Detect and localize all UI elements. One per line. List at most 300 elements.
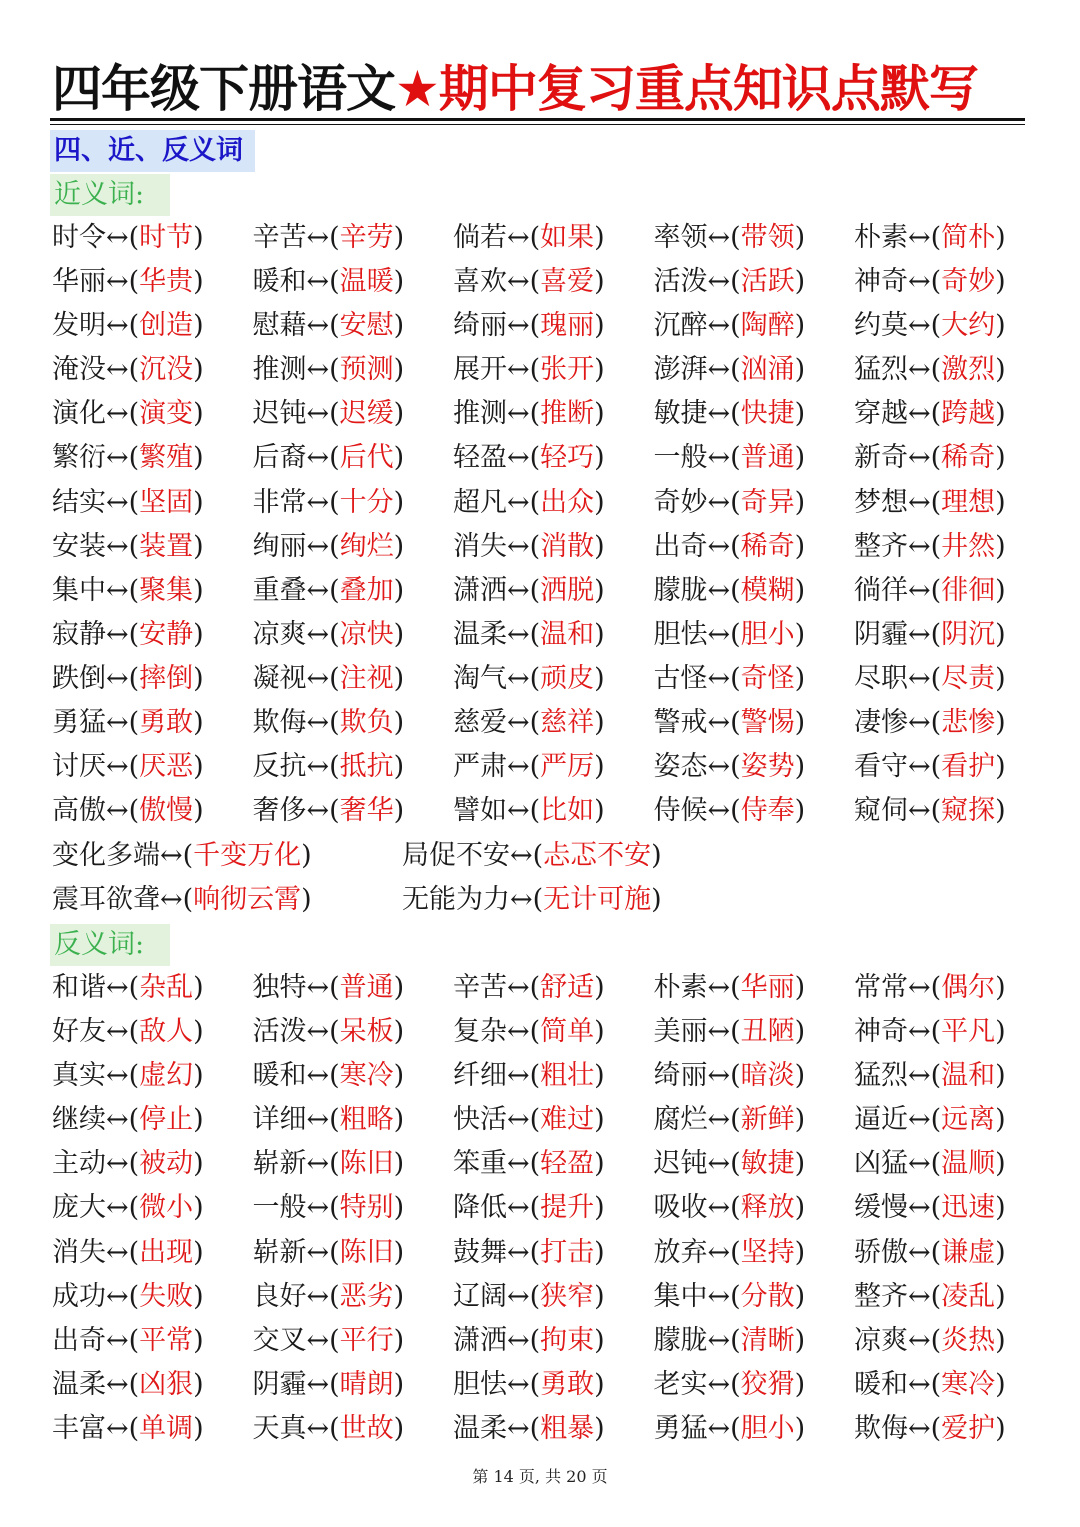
- answer-word: 侍奉: [740, 795, 795, 827]
- answer-word: 恶劣: [339, 1280, 394, 1312]
- open-paren: (: [930, 751, 942, 783]
- word-pair: [654, 1231, 855, 1275]
- open-paren: (: [730, 707, 741, 739]
- close-paren: ): [995, 662, 1006, 694]
- open-paren: (: [128, 1280, 140, 1312]
- close-paren: ): [193, 1324, 204, 1356]
- answer-word: 抵抗: [339, 751, 394, 783]
- word: 凉爽: [854, 1324, 908, 1356]
- double-arrow-icon: ↔: [507, 530, 530, 562]
- word-pair: [654, 1142, 855, 1186]
- answer-word: 炎热: [941, 1324, 996, 1356]
- double-arrow-icon: ↔: [106, 972, 129, 1003]
- word-row: [52, 392, 1055, 436]
- close-paren: ): [193, 1236, 204, 1268]
- answer-word: 迅速: [941, 1192, 996, 1224]
- word-pair: [654, 260, 855, 304]
- word-pair: [253, 1407, 454, 1451]
- open-paren: (: [529, 1104, 541, 1136]
- answer-word: 叠加: [339, 574, 394, 606]
- answer-word: 狭窄: [540, 1280, 595, 1312]
- open-paren: (: [529, 1412, 541, 1444]
- close-paren: ): [995, 1192, 1006, 1224]
- word: 凝视: [252, 662, 307, 694]
- answer-word: 谦虚: [941, 1236, 996, 1268]
- open-paren: (: [730, 618, 741, 650]
- open-paren: (: [128, 354, 140, 386]
- open-paren: (: [329, 1236, 340, 1268]
- double-arrow-icon: ↔: [106, 354, 129, 386]
- open-paren: (: [329, 618, 340, 650]
- word-pair: [453, 745, 654, 789]
- word: 严肃: [453, 751, 507, 783]
- answer-word: 奇妙: [941, 266, 996, 298]
- close-paren: ): [393, 972, 405, 1003]
- answer-word: 凌乱: [941, 1280, 996, 1312]
- open-paren: (: [329, 1016, 340, 1048]
- close-paren: ): [594, 486, 605, 518]
- close-paren: ): [393, 1368, 405, 1400]
- double-arrow-icon: ↔: [106, 310, 129, 342]
- answer-word: 平常: [139, 1324, 194, 1356]
- answer-word: 傲慢: [139, 795, 194, 827]
- star-icon: ★: [395, 60, 439, 118]
- answer-word: 轻盈: [540, 1148, 595, 1180]
- close-paren: ): [193, 310, 204, 342]
- word-pair: [453, 392, 654, 436]
- open-paren: (: [930, 1192, 942, 1224]
- word-row: [52, 348, 1055, 392]
- word: 绮丽: [653, 1060, 708, 1092]
- word: 淘气: [453, 662, 507, 694]
- double-arrow-icon: ↔: [908, 442, 931, 474]
- answer-word: 看护: [941, 751, 996, 783]
- word-pair: [453, 1186, 654, 1230]
- word: 穿越: [854, 398, 908, 430]
- word: 凶猛: [854, 1148, 908, 1180]
- open-paren: (: [329, 707, 340, 739]
- title-divider-thick: [50, 118, 1025, 121]
- double-arrow-icon: ↔: [707, 1016, 731, 1048]
- open-paren: (: [529, 486, 541, 518]
- open-paren: (: [730, 310, 741, 342]
- close-paren: ): [193, 1368, 204, 1400]
- word: 高傲: [52, 795, 106, 827]
- word: 反抗: [252, 751, 307, 783]
- close-paren: ): [393, 751, 405, 783]
- double-arrow-icon: ↔: [707, 530, 731, 562]
- title-part1: 四年级下册语文: [52, 60, 395, 118]
- word-pair: [453, 1319, 654, 1363]
- word-pair: [654, 1098, 855, 1142]
- word: 重叠: [252, 574, 307, 606]
- word-pair: [654, 613, 855, 657]
- word: 神奇: [854, 1016, 908, 1048]
- open-paren: (: [128, 1016, 140, 1048]
- double-arrow-icon: ↔: [306, 707, 330, 739]
- word: 猛烈: [854, 354, 908, 386]
- word: 敏捷: [653, 398, 708, 430]
- word-pair: [453, 1275, 654, 1319]
- word-row: [52, 657, 1055, 701]
- word-pair: [402, 878, 662, 922]
- word: 阴霾: [252, 1368, 307, 1400]
- close-paren: ): [995, 1368, 1006, 1400]
- open-paren: (: [529, 707, 541, 739]
- answer-word: 平凡: [941, 1016, 996, 1048]
- answer-word: 无计可施: [543, 884, 652, 915]
- close-paren: ): [594, 972, 605, 1003]
- answer-word: 厌恶: [139, 751, 194, 783]
- close-paren: ): [193, 530, 204, 562]
- double-arrow-icon: ↔: [707, 398, 731, 430]
- word: 快活: [453, 1104, 507, 1136]
- open-paren: (: [128, 662, 140, 694]
- double-arrow-icon: ↔: [507, 266, 530, 298]
- answer-word: 欺负: [339, 707, 394, 739]
- open-paren: (: [730, 486, 741, 518]
- close-paren: ): [995, 354, 1006, 386]
- double-arrow-icon: ↔: [908, 1236, 931, 1268]
- word-pair: [453, 657, 654, 701]
- close-paren: ): [393, 398, 405, 430]
- open-paren: (: [128, 1104, 140, 1136]
- close-paren: ): [794, 1192, 806, 1224]
- word-pair: [854, 525, 1055, 569]
- double-arrow-icon: ↔: [507, 618, 530, 650]
- double-arrow-icon: ↔: [507, 398, 530, 430]
- double-arrow-icon: ↔: [707, 442, 731, 474]
- answer-word: 远离: [941, 1104, 996, 1136]
- word: 胆怯: [653, 618, 708, 650]
- answer-word: 喜爱: [540, 266, 595, 298]
- open-paren: (: [128, 530, 140, 562]
- answer-word: 洒脱: [540, 574, 595, 606]
- open-paren: (: [529, 310, 541, 342]
- word-pair: [854, 436, 1055, 480]
- antonyms-grid: [52, 966, 1055, 1451]
- close-paren: ): [393, 1324, 405, 1356]
- open-paren: (: [532, 840, 544, 871]
- double-arrow-icon: ↔: [160, 840, 183, 871]
- word-pair: [654, 966, 855, 1010]
- open-paren: (: [529, 1148, 541, 1180]
- open-paren: (: [128, 1368, 140, 1400]
- answer-word: 温顺: [941, 1148, 996, 1180]
- close-paren: ): [193, 354, 204, 386]
- word: 潇洒: [453, 1324, 507, 1356]
- close-paren: ): [995, 222, 1006, 253]
- word: 主动: [52, 1148, 106, 1180]
- answer-word: 迟缓: [339, 398, 394, 430]
- answer-word: 暗淡: [740, 1060, 795, 1092]
- word: 独特: [252, 972, 307, 1003]
- word-pair: [854, 348, 1055, 392]
- open-paren: (: [730, 398, 741, 430]
- close-paren: ): [594, 442, 605, 474]
- word-pair: [854, 1186, 1055, 1230]
- word: 辽阔: [453, 1280, 507, 1312]
- close-paren: ): [393, 354, 405, 386]
- close-paren: ): [794, 530, 806, 562]
- word: 成功: [52, 1280, 106, 1312]
- double-arrow-icon: ↔: [507, 795, 530, 827]
- answer-word: 凶狠: [139, 1368, 194, 1400]
- open-paren: (: [329, 795, 340, 827]
- word: 丰富: [52, 1412, 106, 1444]
- answer-word: 坚持: [740, 1236, 795, 1268]
- close-paren: ): [995, 310, 1006, 342]
- answer-word: 繁殖: [139, 442, 194, 474]
- open-paren: (: [930, 662, 942, 694]
- word: 交叉: [252, 1324, 307, 1356]
- close-paren: ): [794, 442, 806, 474]
- close-paren: ): [393, 1192, 405, 1224]
- open-paren: (: [730, 1016, 741, 1048]
- double-arrow-icon: ↔: [707, 574, 731, 606]
- word: 约莫: [854, 310, 908, 342]
- word-row: [52, 216, 1055, 260]
- answer-word: 偶尔: [941, 972, 996, 1003]
- open-paren: (: [128, 1412, 140, 1444]
- word: 变化多端: [52, 840, 160, 871]
- close-paren: ): [594, 618, 605, 650]
- synonyms-idiom-list: [52, 834, 1032, 924]
- close-paren: ): [393, 486, 405, 518]
- word-pair: [52, 1231, 253, 1275]
- word-pair: [453, 1231, 654, 1275]
- close-paren: ): [594, 1324, 605, 1356]
- double-arrow-icon: ↔: [707, 662, 731, 694]
- close-paren: ): [794, 222, 806, 253]
- word-row: [52, 1319, 1055, 1363]
- word: 缓慢: [854, 1192, 908, 1224]
- answer-word: 呆板: [339, 1016, 394, 1048]
- word: 凄惨: [854, 707, 908, 739]
- open-paren: (: [930, 354, 942, 386]
- close-paren: ): [393, 266, 405, 298]
- answer-word: 难过: [540, 1104, 595, 1136]
- open-paren: (: [730, 442, 741, 474]
- word-pair: [52, 525, 253, 569]
- word: 窥伺: [854, 795, 908, 827]
- close-paren: ): [995, 1148, 1006, 1180]
- answer-word: 消散: [540, 530, 595, 562]
- open-paren: (: [329, 266, 340, 298]
- double-arrow-icon: ↔: [106, 1412, 129, 1444]
- word-pair: [854, 216, 1055, 260]
- double-arrow-icon: ↔: [908, 972, 931, 1003]
- answer-word: 激烈: [941, 354, 996, 386]
- word-pair: [654, 216, 855, 260]
- close-paren: ): [995, 1412, 1006, 1444]
- double-arrow-icon: ↔: [106, 1060, 129, 1092]
- word-pair: [854, 613, 1055, 657]
- word: 老实: [653, 1368, 708, 1400]
- open-paren: (: [182, 884, 194, 915]
- double-arrow-icon: ↔: [306, 751, 330, 783]
- word-pair: [52, 966, 253, 1010]
- word-row: [52, 1363, 1055, 1407]
- word-pair: [52, 1275, 253, 1319]
- close-paren: ): [995, 266, 1006, 298]
- word-pair: [854, 1363, 1055, 1407]
- close-paren: ): [193, 751, 204, 783]
- word-pair: [654, 1275, 855, 1319]
- word: 展开: [453, 354, 507, 386]
- close-paren: ): [794, 662, 806, 694]
- double-arrow-icon: ↔: [510, 840, 533, 871]
- idiom-row: [52, 878, 1032, 922]
- double-arrow-icon: ↔: [306, 1280, 330, 1312]
- close-paren: ): [393, 618, 405, 650]
- open-paren: (: [730, 1280, 741, 1312]
- close-paren: ): [995, 1280, 1006, 1312]
- word: 迟钝: [252, 398, 307, 430]
- close-paren: ): [794, 1060, 806, 1092]
- word: 喜欢: [453, 266, 507, 298]
- double-arrow-icon: ↔: [908, 707, 931, 739]
- word: 无能为力: [402, 884, 510, 915]
- double-arrow-icon: ↔: [306, 1368, 330, 1400]
- word: 譬如: [453, 795, 507, 827]
- word: 猛烈: [854, 1060, 908, 1092]
- double-arrow-icon: ↔: [507, 1148, 530, 1180]
- double-arrow-icon: ↔: [507, 574, 530, 606]
- word-pair: [854, 657, 1055, 701]
- word: 欺侮: [252, 707, 307, 739]
- close-paren: ): [794, 486, 806, 518]
- answer-word: 清晰: [740, 1324, 795, 1356]
- double-arrow-icon: ↔: [306, 486, 330, 518]
- answer-word: 坚固: [139, 486, 194, 518]
- answer-word: 世故: [339, 1412, 394, 1444]
- open-paren: (: [730, 354, 741, 386]
- answer-word: 注视: [339, 662, 394, 694]
- word-pair: [52, 260, 253, 304]
- word: 崭新: [252, 1236, 307, 1268]
- open-paren: (: [730, 1104, 741, 1136]
- answer-word: 辛劳: [339, 222, 394, 253]
- answer-word: 沉没: [139, 354, 194, 386]
- double-arrow-icon: ↔: [106, 1280, 129, 1312]
- word: 笨重: [453, 1148, 507, 1180]
- open-paren: (: [329, 1324, 340, 1356]
- answer-word: 安慰: [339, 310, 394, 342]
- open-paren: (: [329, 1148, 340, 1180]
- answer-word: 华丽: [740, 972, 795, 1003]
- word-pair: [52, 1186, 253, 1230]
- answer-word: 快捷: [740, 398, 795, 430]
- answer-word: 警惕: [740, 707, 795, 739]
- answer-word: 新鲜: [740, 1104, 795, 1136]
- open-paren: (: [529, 751, 541, 783]
- double-arrow-icon: ↔: [106, 530, 129, 562]
- double-arrow-icon: ↔: [507, 662, 530, 694]
- close-paren: ): [995, 795, 1006, 827]
- double-arrow-icon: ↔: [707, 795, 731, 827]
- answer-word: 大约: [941, 310, 996, 342]
- double-arrow-icon: ↔: [507, 354, 530, 386]
- answer-word: 后代: [339, 442, 394, 474]
- word: 暖和: [252, 1060, 307, 1092]
- word-pair: [253, 789, 454, 833]
- word: 集中: [52, 574, 106, 606]
- close-paren: ): [193, 1280, 204, 1312]
- double-arrow-icon: ↔: [106, 574, 129, 606]
- word-pair: [654, 1363, 855, 1407]
- close-paren: ): [393, 1412, 405, 1444]
- double-arrow-icon: ↔: [106, 707, 129, 739]
- word: 良好: [252, 1280, 307, 1312]
- open-paren: (: [529, 1192, 541, 1224]
- open-paren: (: [930, 1368, 942, 1400]
- word: 辛苦: [252, 222, 307, 253]
- double-arrow-icon: ↔: [306, 266, 330, 298]
- word-pair: [453, 1054, 654, 1098]
- open-paren: (: [128, 972, 140, 1003]
- answer-word: 分散: [740, 1280, 795, 1312]
- word-row: [52, 569, 1055, 613]
- answer-word: 忐忑不安: [543, 840, 652, 871]
- close-paren: ): [393, 222, 405, 253]
- double-arrow-icon: ↔: [510, 884, 533, 915]
- double-arrow-icon: ↔: [908, 530, 931, 562]
- word-pair: [654, 525, 855, 569]
- word-pair: [854, 1407, 1055, 1451]
- word: 真实: [52, 1060, 106, 1092]
- open-paren: (: [930, 310, 942, 342]
- word: 推测: [252, 354, 307, 386]
- word: 演化: [52, 398, 106, 430]
- word-pair: [453, 1142, 654, 1186]
- close-paren: ): [594, 222, 605, 253]
- close-paren: ): [594, 530, 605, 562]
- double-arrow-icon: ↔: [507, 1324, 530, 1356]
- word-pair: [453, 304, 654, 348]
- synonyms-label: 近义词:: [50, 174, 170, 216]
- double-arrow-icon: ↔: [908, 354, 931, 386]
- word-pair: [854, 789, 1055, 833]
- answer-word: 敌人: [139, 1016, 194, 1048]
- word-row: [52, 1098, 1055, 1142]
- close-paren: ): [594, 795, 605, 827]
- open-paren: (: [529, 1324, 541, 1356]
- answer-word: 窥探: [941, 795, 996, 827]
- answer-word: 响彻云霄: [193, 884, 302, 915]
- close-paren: ): [594, 1104, 605, 1136]
- word: 吸收: [653, 1192, 708, 1224]
- double-arrow-icon: ↔: [106, 662, 129, 694]
- double-arrow-icon: ↔: [306, 310, 330, 342]
- word-row: [52, 436, 1055, 480]
- open-paren: (: [128, 310, 140, 342]
- word: 推测: [453, 398, 507, 430]
- answer-word: 狡猾: [740, 1368, 795, 1400]
- page-title: [52, 54, 1032, 124]
- open-paren: (: [529, 354, 541, 386]
- open-paren: (: [182, 840, 194, 871]
- word-pair: [854, 260, 1055, 304]
- close-paren: ): [393, 1060, 405, 1092]
- word-pair: [52, 1010, 253, 1054]
- answer-word: 奇异: [740, 486, 795, 518]
- word-row: [52, 1054, 1055, 1098]
- close-paren: ): [995, 707, 1006, 739]
- word-row: [52, 304, 1055, 348]
- double-arrow-icon: ↔: [507, 442, 530, 474]
- idiom-row: [52, 834, 1032, 878]
